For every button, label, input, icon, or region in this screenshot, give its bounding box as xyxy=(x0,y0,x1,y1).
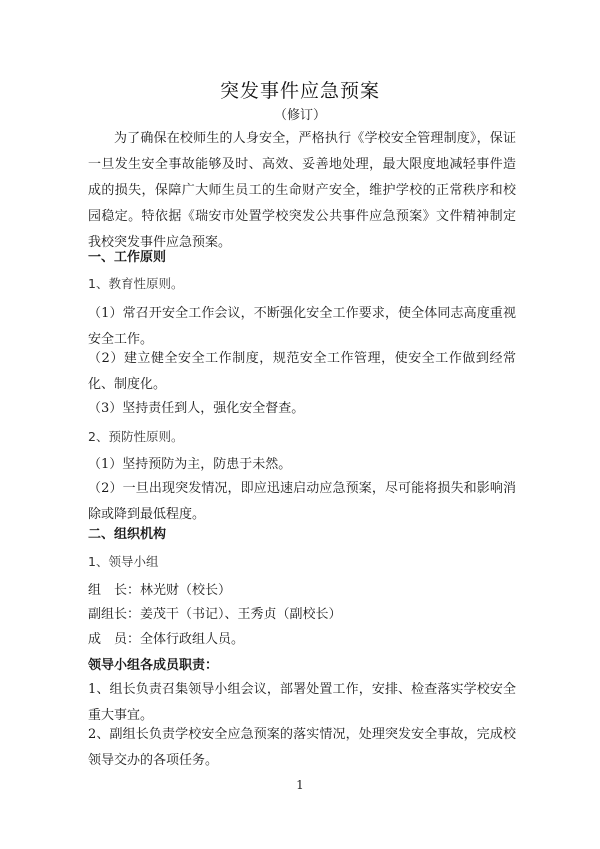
subheading-educational: 1、教育性原则。 xyxy=(88,276,184,291)
duties-heading: 领导小组各成员职责： xyxy=(88,658,219,673)
intro-paragraph: 为了确保在校师生的人身安全，严格执行《学校安全管理制度》，保证一旦发生安全事故能够及时、高效、妥善地处理，最大限度地减轻事件造成的损失，保障广大师生员工的生命财产安全，维护学校的正常秩序和校园稳定。特依据《瑞安市处置学校突发公共事件应急预案》文件精神制定我校突发事件应急预案。 xyxy=(88,131,516,250)
subheading-preventive: 2、预防性原则。 xyxy=(88,429,184,444)
subheading-leadership-group: 1、领导小组 xyxy=(88,554,159,569)
duty-item-1: 1、组长负责召集领导小组会议，部署处置工作，安排、检查落实学校安全重大事宜。 xyxy=(88,682,516,723)
document-title: 突发事件应急预案 xyxy=(219,80,380,102)
group-members: 成 员：全体行政组人员。 xyxy=(88,632,245,647)
page-number: 1 xyxy=(296,778,304,792)
principle-item-1: （1）常召开安全工作会议，不断强化安全工作要求，使全体同志高度重视安全工作。 xyxy=(88,306,516,347)
section-heading-organization: 二、组织机构 xyxy=(88,527,167,542)
principle-item-2: （2）建立健全安全工作制度，规范安全工作管理，使安全工作做到经常化、制度化。 xyxy=(88,351,516,392)
group-leader: 组 长：林光财（校长） xyxy=(88,583,232,598)
document-subtitle: （修订） xyxy=(273,108,326,123)
prevention-item-2: （2）一旦出现突发情况，即应迅速启动应急预案，尽可能将损失和影响消除或降到最低程度。 xyxy=(88,481,516,522)
prevention-item-1: （1）坚持预防为主，防患于未然。 xyxy=(88,457,292,472)
principle-item-3: （3）坚持责任到人，强化安全督查。 xyxy=(88,401,305,416)
duty-item-2: 2、副组长负责学校安全应急预案的落实情况，处理突发安全事故，完成校领导交办的各项任务。 xyxy=(88,727,516,768)
section-heading-principles: 一、工作原则 xyxy=(88,250,167,265)
group-deputy: 副组长：姜茂干（书记）、王秀贞（副校长） xyxy=(88,607,342,622)
